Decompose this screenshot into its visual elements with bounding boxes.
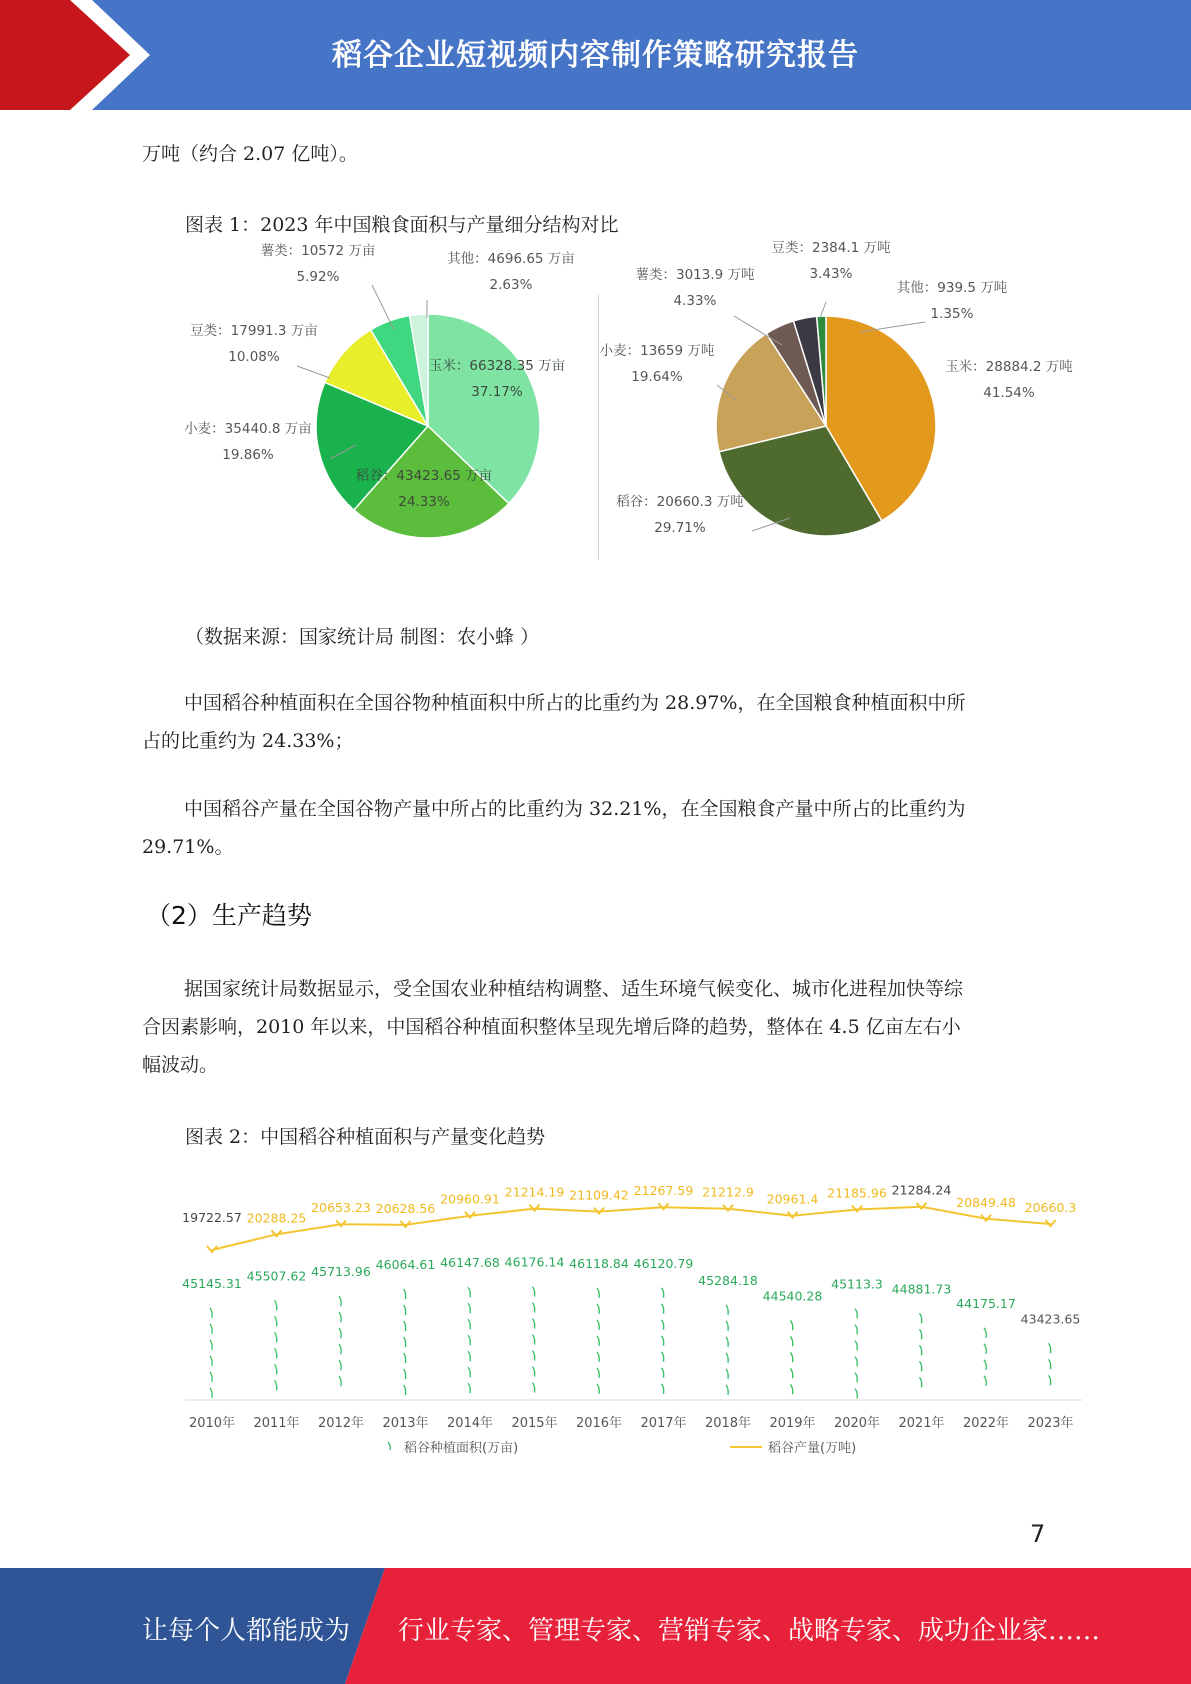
area-bar-mark	[597, 1336, 599, 1346]
figure1-source: （数据来源：国家统计局 制图：农小蜂 ）	[185, 626, 540, 648]
area-bar-mark	[275, 1332, 277, 1342]
area-bar-mark	[791, 1336, 793, 1346]
area-value-label: 46147.68	[440, 1255, 500, 1271]
area-bar-mark	[533, 1287, 535, 1297]
figure2-caption: 图表 2：中国稻谷种植面积与产量变化趋势	[185, 1126, 546, 1148]
area-bar-mark	[210, 1356, 212, 1366]
x-tick-label: 2022年	[962, 1416, 1010, 1431]
x-tick-label: 2011年	[253, 1416, 300, 1431]
area-bar-mark	[339, 1360, 341, 1370]
area-bar-mark	[920, 1313, 922, 1323]
output-value-label: 21284.24	[891, 1182, 952, 1198]
area-bar-mark	[468, 1335, 470, 1345]
output-value-label: 21185.96	[827, 1185, 887, 1201]
area-bar-mark	[597, 1352, 599, 1362]
area-bar-mark	[662, 1320, 664, 1330]
area-bar-mark	[726, 1353, 728, 1363]
area-bar-mark	[855, 1309, 857, 1319]
area-bar-mark	[339, 1376, 341, 1386]
area-bar-mark	[984, 1344, 986, 1354]
area-value-label: 45713.96	[311, 1264, 371, 1280]
area-value-label: 45113.3	[831, 1276, 883, 1292]
legend-area-swatch	[388, 1442, 390, 1450]
area-bar-mark	[339, 1296, 341, 1306]
x-tick-label: 2020年	[833, 1416, 881, 1431]
area-bar-mark	[210, 1388, 212, 1398]
legend-area-label: 稻谷种植面积(万亩)	[404, 1441, 519, 1456]
area-bar-mark	[662, 1384, 664, 1394]
area-bar-mark	[855, 1357, 857, 1367]
x-tick-label: 2016年	[575, 1416, 623, 1431]
area-bar-mark	[404, 1305, 406, 1315]
area-bar-mark	[339, 1312, 341, 1322]
output-value-label: 21214.19	[504, 1184, 565, 1200]
x-tick-label: 2012年	[317, 1416, 365, 1431]
paragraph-intro-tail: 万吨（约合 2.07 亿吨）。	[142, 143, 358, 165]
pie1-label-稻谷: 稻谷：43423.65 万亩 24.33%	[355, 468, 493, 510]
area-bar-mark	[404, 1321, 406, 1331]
area-bar-mark	[468, 1319, 470, 1329]
page-number: 7	[1030, 1520, 1046, 1548]
area-bar-mark	[791, 1320, 793, 1330]
area-bar-mark	[791, 1368, 793, 1378]
area-bar-mark	[468, 1303, 470, 1313]
area-bar-mark	[984, 1360, 986, 1370]
pie2-label-其他: 其他：939.5 万吨 1.35%	[896, 280, 1008, 322]
footer-slogan-right: 行业专家、管理专家、营销专家、战略专家、成功企业家……	[398, 1616, 1101, 1646]
pie2-label-稻谷: 稻谷：20660.3 万吨 29.71%	[616, 494, 744, 536]
area-bar-mark	[339, 1344, 341, 1354]
output-value-label: 20288.25	[246, 1210, 307, 1226]
area-bar-mark	[533, 1367, 535, 1377]
legend-output-label: 稻谷产量(万吨)	[768, 1441, 857, 1456]
paragraph-output-share	[142, 790, 1042, 828]
report-title: 稻谷企业短视频内容制作策略研究报告	[332, 38, 859, 73]
area-value-label: 43423.65	[1020, 1311, 1081, 1327]
pie2-label-豆类: 豆类：2384.1 万吨 3.43%	[771, 240, 891, 282]
area-bar-mark	[275, 1364, 277, 1374]
x-tick-label: 2014年	[446, 1416, 494, 1431]
area-bar-mark	[984, 1328, 986, 1338]
pie2-label-薯类: 薯类：3013.9 万吨 4.33%	[635, 267, 755, 309]
section-heading-production-trend: （2）生产趋势	[146, 901, 312, 930]
x-tick-label: 2019年	[769, 1416, 816, 1431]
area-bar-mark	[597, 1384, 599, 1394]
output-value-label: 20849.48	[956, 1194, 1016, 1210]
area-bar-mark	[210, 1340, 212, 1350]
pie-divider	[598, 295, 599, 560]
paragraph-trend-line1: 据国家统计局数据显示，受全国农业种植结构调整、适生环境气候变化、城市化进程加快等综	[184, 978, 964, 1000]
area-bar-mark	[533, 1335, 535, 1345]
pie1-label-豆类: 豆类：17991.3 万亩 10.08%	[190, 323, 318, 365]
area-value-label: 45507.62	[246, 1268, 307, 1284]
area-bar-mark	[404, 1289, 406, 1299]
output-value-label: 21109.42	[569, 1187, 629, 1203]
rice-trend-chart	[170, 1160, 1090, 1460]
area-bar-mark	[468, 1351, 470, 1361]
x-tick-label: 2010年	[188, 1416, 236, 1431]
area-value-label: 46118.84	[569, 1255, 629, 1271]
area-bar-mark	[275, 1348, 277, 1358]
area-bar-mark	[791, 1352, 793, 1362]
area-bar-mark	[662, 1368, 664, 1378]
area-bar-mark	[275, 1316, 277, 1326]
pie1-label-薯类: 薯类：10572 万亩 5.92%	[260, 243, 376, 285]
area-bar-mark	[468, 1383, 470, 1393]
area-bar-mark	[275, 1380, 277, 1390]
area-bar-mark	[468, 1367, 470, 1377]
area-bar-mark	[662, 1352, 664, 1362]
area-bar-mark	[855, 1389, 857, 1399]
area-bar-mark	[404, 1353, 406, 1363]
pie2-label-小麦: 小麦：13659 万吨 19.64%	[599, 343, 715, 385]
area-value-label: 46176.14	[504, 1254, 565, 1270]
area-bar-mark	[920, 1361, 922, 1371]
x-tick-label: 2023年	[1027, 1416, 1074, 1431]
paragraph-trend-line3: 幅波动。	[142, 1054, 219, 1076]
area-bar-mark	[533, 1319, 535, 1329]
area-bar-mark	[855, 1341, 857, 1351]
pie1-label-小麦: 小麦：35440.8 万亩 19.86%	[184, 421, 312, 463]
area-bar-mark	[1049, 1359, 1051, 1369]
x-tick-label: 2018年	[704, 1416, 752, 1431]
area-bar-mark	[210, 1308, 212, 1318]
x-tick-label: 2015年	[511, 1416, 558, 1431]
area-bar-mark	[597, 1304, 599, 1314]
x-tick-label: 2017年	[640, 1416, 687, 1431]
area-bar-mark	[855, 1373, 857, 1383]
paragraph-output-line1: 中国稻谷产量在全国谷物产量中所占的比重约为 32.21%，在全国粮食产量中所占的比重约为	[184, 798, 966, 820]
output-value-label: 20960.91	[440, 1191, 500, 1207]
paragraph-area-share	[142, 684, 1042, 722]
area-value-label: 44881.73	[891, 1281, 952, 1297]
output-value-label: 20653.23	[311, 1200, 371, 1216]
x-tick-label: 2013年	[382, 1416, 429, 1431]
output-value-label: 20628.56	[375, 1200, 436, 1216]
area-bar-mark	[726, 1385, 728, 1395]
area-value-label: 44175.17	[956, 1295, 1016, 1311]
area-bar-mark	[920, 1329, 922, 1339]
pie1-label-其他: 其他：4696.65 万亩 2.63%	[447, 251, 575, 293]
area-value-label: 46064.61	[375, 1256, 436, 1272]
area-bar-mark	[726, 1305, 728, 1315]
area-value-label: 46120.79	[633, 1255, 694, 1271]
area-bar-mark	[726, 1321, 728, 1331]
area-bar-mark	[210, 1372, 212, 1382]
area-bar-mark	[984, 1376, 986, 1386]
area-bar-mark	[1049, 1343, 1051, 1353]
paragraph-area-line1: 中国稻谷种植面积在全国谷物种植面积中所占的比重约为 28.97%，在全国粮食种植面积中所	[184, 692, 966, 714]
area-bar-mark	[533, 1303, 535, 1313]
x-tick-label: 2021年	[898, 1416, 945, 1431]
area-bar-mark	[1049, 1375, 1051, 1385]
paragraph-area-line2: 占的比重约为 24.33%；	[142, 730, 354, 752]
area-bar-mark	[920, 1345, 922, 1355]
output-value-label: 19722.57	[182, 1209, 242, 1225]
page-footer	[0, 1568, 1191, 1684]
area-bar-mark	[404, 1369, 406, 1379]
area-bar-mark	[791, 1384, 793, 1394]
area-bar-mark	[662, 1304, 664, 1314]
pie1-label-玉米: 玉米：66328.35 万亩 37.17%	[428, 358, 566, 400]
paragraph-output-line2: 29.71%。	[142, 836, 234, 858]
area-value-label: 44540.28	[762, 1288, 823, 1304]
area-bar-mark	[662, 1288, 664, 1298]
area-bar-mark	[597, 1288, 599, 1298]
area-bar-mark	[339, 1328, 341, 1338]
area-bar-mark	[597, 1368, 599, 1378]
area-bar-mark	[662, 1336, 664, 1346]
area-bar-mark	[404, 1337, 406, 1347]
output-value-label: 20660.3	[1024, 1200, 1077, 1216]
area-value-label: 45145.31	[182, 1275, 242, 1291]
output-value-label: 21267.59	[633, 1183, 694, 1199]
pie2-label-玉米: 玉米：28884.2 万吨 41.54%	[945, 359, 1073, 401]
area-bar-mark	[920, 1377, 922, 1387]
area-bar-mark	[726, 1369, 728, 1379]
area-bar-mark	[597, 1320, 599, 1330]
output-value-label: 21212.9	[702, 1184, 754, 1200]
figure1-caption: 图表 1：2023 年中国粮食面积与产量细分结构对比	[185, 214, 619, 236]
area-bar-mark	[404, 1385, 406, 1395]
area-bar-mark	[533, 1383, 535, 1393]
paragraph-trend-line2: 合因素影响，2010 年以来，中国稻谷种植面积整体呈现先增后降的趋势，整体在 4.5 亿亩左右小	[142, 1016, 961, 1038]
output-value-label: 20961.4	[766, 1191, 819, 1207]
footer-slogan-left: 让每个人都能成为	[142, 1616, 351, 1646]
area-bar-mark	[210, 1324, 212, 1334]
area-bar-mark	[468, 1287, 470, 1297]
area-bar-mark	[726, 1337, 728, 1347]
area-bar-mark	[855, 1325, 857, 1335]
area-bar-mark	[533, 1351, 535, 1361]
area-bar-mark	[275, 1300, 277, 1310]
pie-charts	[0, 0, 1191, 620]
area-value-label: 45284.18	[698, 1273, 758, 1289]
